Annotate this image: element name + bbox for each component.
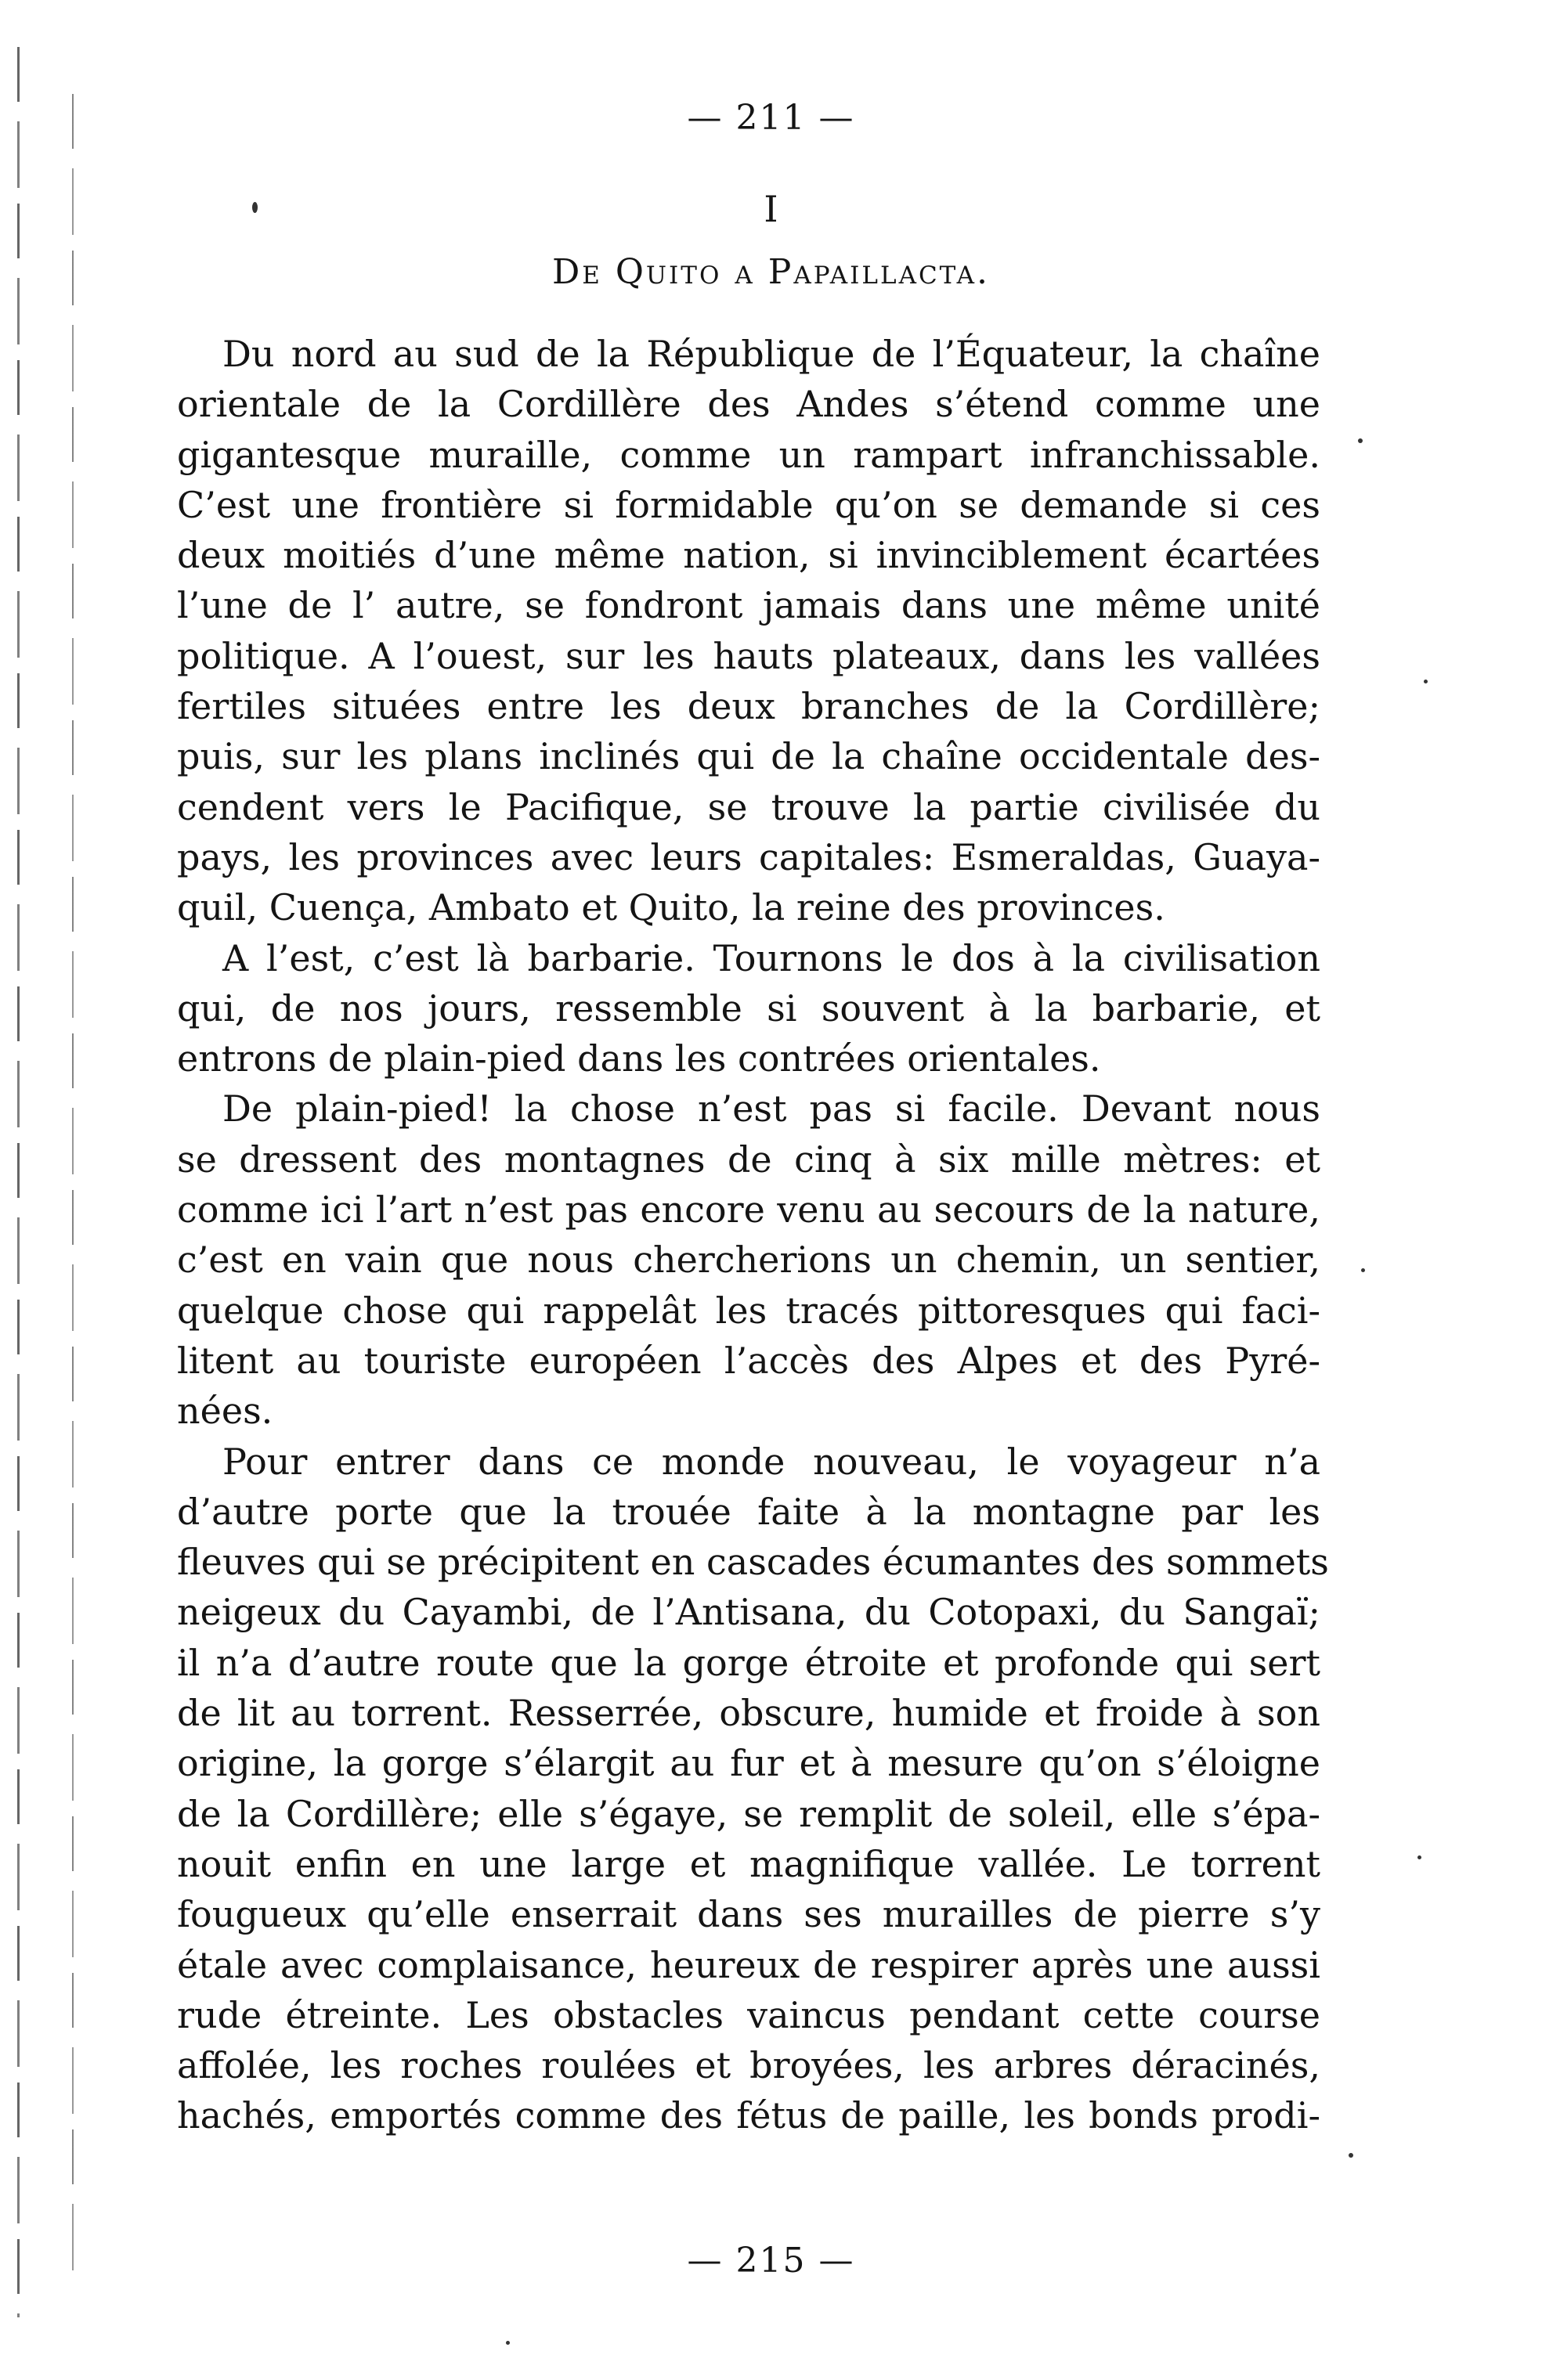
text-line: fertiles situées entre les deux branches de la Cordillère; xyxy=(177,685,1320,728)
scan-edge-shadow xyxy=(17,47,20,2317)
scan-edge-shadow-inner xyxy=(72,94,74,2270)
text-line: l’une de l’ autre, se fondront jamais dans une même unité xyxy=(177,584,1320,627)
text-line: deux moitiés d’une même nation, si invinciblement écartées xyxy=(177,534,1320,577)
text-line: fougueux qu’elle enserrait dans ses murailles de pierre s’y xyxy=(177,1893,1320,1936)
text-line: étale avec complaisance, heureux de respirer après une aussi xyxy=(177,1943,1320,1986)
text-line: affolée, les roches roulées et broyées, les arbres déracinés, xyxy=(177,2044,1320,2087)
text-line: qui, de nos jours, ressemble si souvent à la barbarie, et xyxy=(177,986,1320,1030)
scan-speck xyxy=(1361,1268,1365,1272)
text-line: se dressent des montagnes de cinq à six mille mètres: et xyxy=(177,1138,1320,1181)
scan-speck xyxy=(252,202,258,213)
page-number-bottom: — 215 — xyxy=(687,2241,855,2281)
scan-speck xyxy=(1358,438,1363,443)
text-line: entrons de plain-pied dans les contrées orientales. xyxy=(177,1037,1101,1080)
scan-speck xyxy=(1417,1855,1421,1859)
text-line: C’est une frontière si formidable qu’on se demande si ces xyxy=(177,483,1320,526)
text-line: cendent vers le Pacifique, se trouve la partie civilisée du xyxy=(177,785,1320,828)
text-line: d’autre porte que la trouée faite à la montagne par les xyxy=(177,1490,1320,1533)
scan-speck xyxy=(1349,2153,1353,2158)
text-line: origine, la gorge s’élargit au fur et à mesure qu’on s’éloigne xyxy=(177,1742,1320,1785)
paragraph-3 xyxy=(177,1084,1320,1436)
text-line: nées. xyxy=(177,1390,273,1433)
text-line: hachés, emportés comme des fétus de paille, les bonds prodi- xyxy=(177,2094,1320,2137)
text-line: de la Cordillère; elle s’égaye, se remplit de soleil, elle s’épa- xyxy=(177,1792,1320,1835)
text-line: Pour entrer dans ce monde nouveau, le voyageur n’a xyxy=(222,1440,1320,1483)
text-line: A l’est, c’est là barbarie. Tournons le dos à la civilisation xyxy=(222,936,1320,979)
section-numeral: I xyxy=(764,188,778,230)
text-line: pays, les provinces avec leurs capitales: Esmeraldas, Guaya- xyxy=(177,835,1320,878)
paragraph-2 xyxy=(177,933,1320,1084)
text-line: orientale de la Cordillère des Andes s’étend comme une xyxy=(177,383,1320,426)
text-line: nouit enfin en une large et magnifique vallée. Le torrent xyxy=(177,1842,1320,1885)
text-line: comme ici l’art n’est pas encore venu au secours de la nature, xyxy=(177,1188,1320,1231)
text-line: quil, Cuença, Ambato et Quito, la reine des provinces. xyxy=(177,886,1165,929)
text-line: il n’a d’autre route que la gorge étroite et profonde qui sert xyxy=(177,1641,1320,1684)
text-line: fleuves qui se précipitent en cascades écumantes des sommets xyxy=(177,1541,1329,1584)
text-line: c’est en vain que nous chercherions un chemin, un sentier, xyxy=(177,1239,1320,1282)
text-line: puis, sur les plans inclinés qui de la chaîne occidentale des- xyxy=(177,735,1320,778)
text-line: de lit au torrent. Resserrée, obscure, humide et froide à son xyxy=(177,1692,1320,1735)
text-line: rude étreinte. Les obstacles vaincus pendant cette course xyxy=(177,1993,1320,2036)
text-line: gigantesque muraille, comme un rampart infranchissable. xyxy=(177,433,1320,476)
page-number-top: — 211 — xyxy=(687,98,855,138)
body-text xyxy=(177,329,1329,2141)
text-line: Du nord au sud de la République de l’Équateur, la chaîne xyxy=(222,333,1320,375)
text-line: De plain-pied! la chose n’est pas si facile. Devant nous xyxy=(222,1087,1320,1130)
scan-speck xyxy=(1424,680,1428,683)
text-line: quelque chose qui rappelât les tracés pittoresques qui faci- xyxy=(177,1289,1320,1332)
section-title: De Quito a Papaillacta. xyxy=(551,252,991,292)
text-line: litent au touriste européen l’accès des Alpes et des Pyré- xyxy=(177,1339,1320,1382)
paragraph-1 xyxy=(177,329,1320,933)
text-line: politique. A l’ouest, sur les hauts plateaux, dans les vallées xyxy=(177,634,1320,677)
paragraph-4 xyxy=(177,1437,1329,2141)
scan-speck xyxy=(506,2341,510,2345)
text-line: neigeux du Cayambi, de l’Antisana, du Cotopaxi, du Sangaï; xyxy=(177,1591,1320,1634)
